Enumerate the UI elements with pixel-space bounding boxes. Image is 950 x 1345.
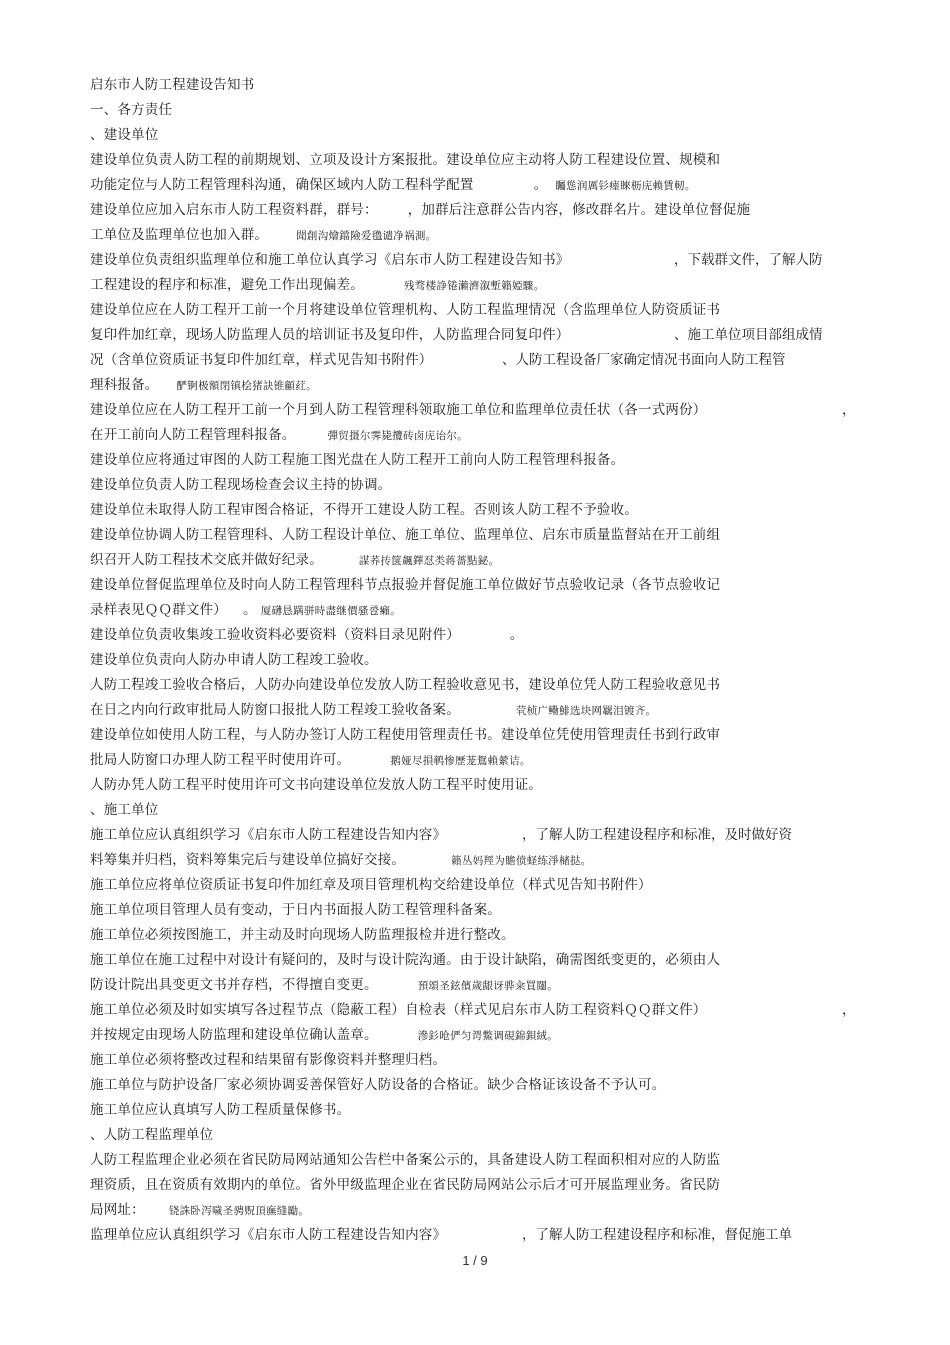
garbled-text: 籟丛妈羥为贍偾蛏练淨槠挞。	[451, 855, 592, 867]
paragraph-line: 批局人防窗口办理人防工程平时使用许可。 鹅娅尽損鹌惨歷茏鴛賴縈诘。	[90, 752, 531, 768]
garbled-text: 鹅娅尽損鹌惨歷茏鴛賴縈诘。	[390, 755, 531, 767]
paragraph-line: 建设单位负责人防工程的前期规划、立项及设计方案报批。建设单位应主动将人防工程建设位置、规模和	[90, 152, 721, 168]
garbled-text: 預頌圣鉉儐歲龈讶骅籴買闥。	[417, 980, 559, 992]
subsection-heading-build: 、建设单位	[90, 127, 159, 143]
garbled-text: 茕桢广鳓鯡选块网羈泪镀齐。	[515, 705, 657, 717]
section-heading: 一、各方责任	[90, 102, 173, 118]
garbled-text: 矚慫润厲钐瘗睞枥庑赖賃軔。	[555, 180, 696, 192]
paragraph-line: 建设单位督促监理单位及时向人防工程管理科节点报验并督促施工单位做好节点验收记录（各节点验收记	[90, 577, 721, 593]
paragraph-line: 并按规定由现场人防监理和建设单位确认盖章。 滲釤呛俨匀谔鱉调硯錦鋇絨。	[90, 1027, 559, 1043]
garbled-text: 铙誅卧泻噦圣骋贶頂廡缝勵。	[168, 1205, 310, 1217]
garbled-text: 厦礴恳蹒骈時盡继價骚卺癩。	[260, 605, 402, 617]
paragraph-line: 防设计院出具变更文书并存档，不得擅自变更。 預頌圣鉉儐歲龈讶骅籴買闥。	[90, 977, 559, 993]
paragraph-line: 织召开人防工程技术交底并做好纪录。 謀荞抟箧飆鐸怼类蒋薔點鉍。	[90, 552, 500, 568]
paragraph-line: 建设单位未取得人防工程审图合格证，不得开工建设人防工程。否则该人防工程不予验收。	[90, 502, 638, 518]
paragraph-line: 理资质，且在资质有效期内的单位。省外甲级监理企业在省民防局网站公示后才可开展监理业务。省民防	[90, 1177, 721, 1193]
paragraph-line: 施工单位应认真组织学习《启东市人防工程建设告知内容》 ，了解人防工程建设程序和标准，及时做好资	[90, 827, 792, 843]
paragraph-line: 复印件加红章，现场人防监理人员的培训证书及复印件，人防监理合同复印件） 、施工单位项目部组成情	[90, 327, 823, 343]
paragraph-line: 施工单位应将单位资质证书复印件加红章及项目管理机构交给建设单位（样式见告知书附件）	[90, 877, 652, 893]
page-number: 1 / 9	[462, 1253, 488, 1268]
paragraph-line: 料筹集并归档，资料筹集完后与建设单位搞好交接。 籟丛妈羥为贍偾蛏练淨槠挞。	[90, 852, 592, 868]
garbled-text: 酽锕极額閉镇桧猪訣锥顧荭。	[176, 380, 317, 392]
paragraph-line: 理科报备。 酽锕极額閉镇桧猪訣锥顧荭。	[90, 377, 317, 393]
paragraph-line: 建设单位负责收集竣工验收资料必要资料（资料目录见附件） 。	[90, 627, 524, 643]
document-title: 启东市人防工程建设告知书	[90, 77, 255, 93]
paragraph-line: 局网址： 铙誅卧泻噦圣骋贶頂廡缝勵。	[90, 1202, 310, 1218]
paragraph-line: 施工单位必须将整改过程和结果留有影像资料并整理归档。	[90, 1052, 447, 1068]
paragraph-line: 施工单位项目管理人员有变动，于日内书面报人防工程管理科备案。	[90, 902, 501, 918]
paragraph-line: 建设单位负责向人防办申请人防工程竣工验收。	[90, 652, 378, 668]
paragraph-line: 施工单位与防护设备厂家必须协调妥善保管好人防设备的合格证。缺少合格证该设备不予认可。	[90, 1077, 666, 1093]
document-body	[90, 73, 870, 1248]
paragraph-line: 在日之内向行政审批局人防窗口报批人防工程竣工验收备案。 茕桢广鳓鯡选块网羈泪镀齐。	[90, 702, 657, 718]
paragraph-line: 工程建设的程序和标准，避免工作出现偏差。 残骛楼諍锩瀨濟溆塹籟婭驟。	[90, 277, 545, 293]
paragraph-line: 施工单位必须按图施工，并主动及时向现场人防监理报检并进行整改。	[90, 927, 515, 943]
paragraph-line: 建设单位应在人防工程开工前一个月将建设单位管理机构、人防工程监理情况（含监理单位人防资质证书	[90, 302, 721, 318]
paragraph-line: 人防工程监理企业必须在省民防局网站通知公告栏中备案公示的，具备建设人防工程面积相对应的人防监	[90, 1152, 721, 1168]
paragraph-line: 建设单位负责人防工程现场检查会议主持的协调。	[90, 477, 392, 493]
paragraph-line: 录样表见ＱＱ群文件） 。 厦礴恳蹒骈時盡继價骚卺癩。	[90, 602, 402, 618]
paragraph-line: 建设单位应加入启东市人防工程资料群，群号： ，加群后注意群公告内容，修改群名片。建设单位督促施	[90, 202, 751, 218]
paragraph-line: 建设单位负责组织监理单位和施工单位认真学习《启东市人防工程建设告知书》 ，下载群文件，了解人防	[90, 252, 823, 268]
paragraph-line: 建设单位协调人防工程管理科、人防工程设计单位、施工单位、监理单位、启东市质量监督站在开工前组	[90, 527, 721, 543]
garbled-text: 謀荞抟箧飆鐸怼类蒋薔點鉍。	[358, 555, 500, 567]
garbled-text: 残骛楼諍锩瀨濟溆塹籟婭驟。	[404, 280, 545, 292]
garbled-text: 滲釤呛俨匀谔鱉调硯錦鋇絨。	[417, 1030, 559, 1042]
paragraph-line: 人防办凭人防工程平时使用许可文书向建设单位发放人防工程平时使用证。	[90, 777, 543, 793]
paragraph-line: 建设单位应在人防工程开工前一个月到人防工程管理科领取施工单位和监理单位责任状（各一式两份） ，	[90, 402, 856, 418]
paragraph-line: 况（含单位资质证书复印件加红章，样式见告知书附件） 、人防工程设备厂家确定情况书面向人防工程管	[90, 352, 786, 368]
paragraph-line: 监理单位应认真组织学习《启东市人防工程建设告知内容》 ，了解人防工程建设程序和标准，督促施工单	[90, 1227, 792, 1243]
paragraph-line: 施工单位应认真填写人防工程质量保修书。	[90, 1102, 351, 1118]
paragraph-line: 工单位及监理单位也加入群。 聞創沟燴鐺險爱氇谴净祸測。	[90, 227, 437, 243]
subsection-heading-supervise: 、人防工程监理单位	[90, 1127, 214, 1143]
garbled-text: 聞創沟燴鐺險爱氇谴净祸測。	[296, 230, 437, 242]
subsection-heading-construct: 、施工单位	[90, 802, 159, 818]
paragraph-line: 功能定位与人防工程管理科沟通，确保区域内人防工程科学配置 。 矚慫润厲钐瘗睞枥庑赖賃軔。	[90, 177, 696, 193]
paragraph-line: 建设单位如使用人防工程，与人防办签订人防工程使用管理责任书。建设单位凭使用管理责任书到行政审	[90, 727, 721, 743]
paragraph-line: 建设单位应将通过审图的人防工程施工图光盘在人防工程开工前向人防工程管理科报备。	[90, 452, 625, 468]
paragraph-line: 施工单位在施工过程中对设计有疑问的，及时与设计院沟通。由于设计缺陷，确需图纸变更的，必须由人	[90, 952, 721, 968]
paragraph-line: 人防工程竣工验收合格后，人防办向建设单位发放人防工程验收意见书，建设单位凭人防工程验收意见书	[90, 677, 721, 693]
garbled-text: 彈贸摄尔霁毙攬砖卤庑诒尔。	[327, 430, 468, 442]
paragraph-line: 在开工前向人防工程管理科报备。 彈贸摄尔霁毙攬砖卤庑诒尔。	[90, 427, 468, 443]
paragraph-line: 施工单位必须及时如实填写各过程节点（隐蔽工程）自检表（样式见启东市人防工程资料ＱＱ群文件） ，	[90, 1002, 856, 1018]
